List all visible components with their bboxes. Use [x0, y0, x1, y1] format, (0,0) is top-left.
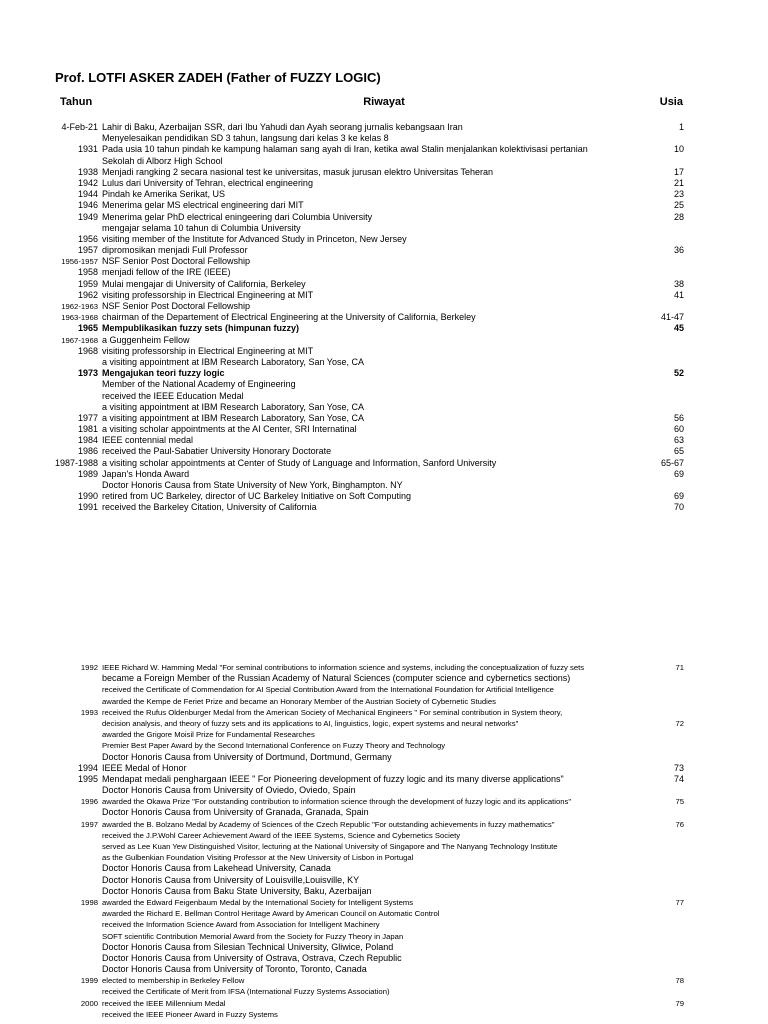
row-year: 1957	[77, 245, 98, 256]
timeline-row	[0, 212, 768, 223]
row-year: 1991	[77, 502, 98, 513]
row-text: Member of the National Academy of Engineering	[102, 379, 296, 390]
timeline-row	[0, 863, 768, 874]
row-text: received the Paul-Sabatier University Honorary Doctorate	[102, 446, 332, 457]
row-text: received the Barkeley Citation, University of California	[102, 502, 317, 513]
timeline-row	[0, 312, 768, 323]
row-year: 2000	[80, 998, 98, 1008]
row-text: received the Information Science Award from Association for Intelligent Machinery	[102, 920, 380, 930]
timeline-row	[0, 752, 768, 763]
row-year: 1944	[77, 189, 98, 200]
row-text: a Guggenheim Fellow	[102, 334, 190, 345]
row-age: 74	[673, 773, 684, 784]
timeline-row	[0, 379, 768, 390]
timeline-row	[0, 178, 768, 189]
row-year: 1949	[77, 211, 98, 222]
row-text: Menerima gelar PhD electrical eningeering dari Columbia University	[102, 211, 373, 222]
row-text: Mengajukan teori fuzzy logic	[102, 368, 225, 379]
row-text: awarded the Edward Feigenbaum Medal by the International Society for Intelligent Systems	[102, 897, 414, 907]
row-text: received the Rufus Oldenburger Medal from the American Society of Mechanical Engineers " For seminal contribution in System theory,	[102, 707, 563, 717]
timeline-row	[0, 908, 768, 919]
timeline-row	[0, 156, 768, 167]
row-age: 56	[673, 412, 684, 423]
timeline-row	[0, 267, 768, 278]
row-text: Lulus dari University of Tehran, electrical engineering	[102, 177, 313, 188]
row-text: a visiting appointment at IBM Research Laboratory, San Yose, CA	[102, 412, 364, 423]
row-age: 65-67	[660, 457, 684, 468]
row-year: 1942	[77, 177, 98, 188]
row-text: Menjadi rangking 2 secara nasional test ke universitas, masuk jurusan elektro Universitas Teheran	[102, 166, 494, 177]
row-text: became a Foreign Member of the Russian Academy of Natural Sciences (computer science and cybernetics sections)	[102, 673, 571, 684]
row-age: 38	[673, 278, 684, 289]
row-text: received the IEEE Education Medal	[102, 390, 244, 401]
row-text: Doctor Honoris Causa from Silesian Technical University, Gliwice, Poland	[102, 941, 394, 952]
row-text: visiting member of the Institute for Advanced Study in Princeton, New Jersey	[102, 233, 407, 244]
row-age: 1	[678, 122, 684, 132]
row-text: NSF Senior Post Doctoral Fellowship	[102, 256, 251, 267]
row-age: 76	[675, 819, 684, 829]
timeline-row	[0, 796, 768, 807]
timeline-row	[0, 234, 768, 245]
timeline-section-2	[0, 662, 768, 1020]
timeline-row	[0, 931, 768, 942]
row-age: 17	[673, 166, 684, 177]
timeline-row	[0, 290, 768, 301]
row-age: 63	[673, 435, 684, 446]
row-age: 21	[673, 177, 684, 188]
row-age: 70	[673, 502, 684, 513]
timeline-row	[0, 841, 768, 852]
row-text: Mulai mengajar di University of California, Berkeley	[102, 278, 306, 289]
timeline-row	[0, 413, 768, 424]
row-text: Doctor Honoris Causa from University of Louisville,Louisville, KY	[102, 874, 360, 885]
timeline-row	[0, 480, 768, 491]
row-year: 1984	[77, 435, 98, 446]
row-text: Doctor Honoris Causa from Lakehead University, Canada	[102, 863, 331, 874]
row-text: dipromosikan menjadi Full Professor	[102, 245, 248, 256]
row-text: received the IEEE Pioneer Award in Fuzzy Systems	[102, 1009, 278, 1019]
timeline-row	[0, 223, 768, 234]
timeline-row	[0, 200, 768, 211]
row-year: 1999	[80, 976, 98, 986]
row-text: Doctor Honoris Causa from University of Dortmund, Dortmund, Germany	[102, 751, 392, 762]
row-text: received the Certificate of Merit from IFSA (International Fuzzy Systems Association)	[102, 987, 390, 997]
row-text: a visiting appointment at IBM Research Laboratory, San Yose, CA	[102, 401, 364, 412]
timeline-row	[0, 323, 768, 334]
row-age: 45	[673, 323, 684, 334]
timeline-row	[0, 785, 768, 796]
row-year: 1946	[77, 200, 98, 211]
timeline-row	[0, 819, 768, 830]
timeline-row	[0, 301, 768, 312]
row-age: 72	[675, 718, 684, 728]
timeline-row	[0, 424, 768, 435]
row-text: visiting professorship in Electrical Engineering at MIT	[102, 345, 314, 356]
timeline-row	[0, 245, 768, 256]
timeline-row	[0, 167, 768, 178]
timeline-row	[0, 122, 768, 133]
row-year: 1968	[77, 345, 98, 356]
row-year: 1989	[77, 468, 98, 479]
timeline-row	[0, 469, 768, 480]
row-year: 1967-1968	[61, 335, 98, 345]
row-year: 1956	[77, 233, 98, 244]
row-age: 25	[673, 200, 684, 211]
row-text: Premier Best Paper Award by the Second International Conference on Fuzzy Theory and Technology	[102, 741, 446, 751]
timeline-row	[0, 886, 768, 897]
header-year: Tahun	[60, 96, 93, 108]
row-year: 1962	[77, 289, 98, 300]
row-text: as the Gulbenkian Foundation Visiting Professor at the New University of Lisbon in Portugal	[102, 853, 414, 863]
row-text: Doctor Honoris Causa from University of Oviedo, Oviedo, Spain	[102, 785, 356, 796]
timeline-row	[0, 740, 768, 751]
row-text: awarded the Richard E. Bellman Control Heritage Award by American Council on Automatic Control	[102, 909, 440, 919]
timeline-row	[0, 662, 768, 673]
row-year: 1965	[77, 323, 98, 334]
row-age: 52	[673, 368, 684, 379]
row-text: mengajar selama 10 tahun di Columbia University	[102, 222, 301, 233]
timeline-row	[0, 875, 768, 886]
row-age: 75	[675, 797, 684, 807]
row-text: received the Certificate of Commendation for AI Special Contribution Award from the International Foundation for Artificial Intelligence	[102, 685, 554, 695]
row-age: 23	[673, 189, 684, 200]
row-text: Doctor Honoris Causa from Baku State University, Baku, Azerbaijan	[102, 885, 372, 896]
timeline-row	[0, 830, 768, 841]
row-age: 73	[673, 762, 684, 773]
row-age: 36	[673, 245, 684, 256]
timeline-row	[0, 346, 768, 357]
timeline-row	[0, 402, 768, 413]
row-text: Doctor Honoris Causa from University of Toronto, Toronto, Canada	[102, 964, 367, 975]
row-text: retired from UC Barkeley, director of UC Barkeley Initiative on Soft Computing	[102, 491, 411, 502]
row-year: 1987-1988	[54, 457, 98, 468]
row-year: 1995	[77, 773, 98, 784]
row-text: Sekolah di Alborz High School	[102, 155, 223, 166]
row-text: menjadi fellow of the IRE (IEEE)	[102, 267, 231, 278]
timeline-row	[0, 852, 768, 863]
row-year: 1958	[77, 267, 98, 278]
row-text: awarded the B. Bolzano Medal by Academy of Sciences of the Czech Republic "For outstanding achievements in fuzzy mathematics"	[102, 819, 555, 829]
row-text: received the IEEE Millennium Medal	[102, 998, 226, 1008]
row-year: 1956-1957	[61, 257, 98, 267]
row-age: 69	[673, 468, 684, 479]
row-year: 1959	[77, 278, 98, 289]
row-year: 1994	[77, 762, 98, 773]
row-text: Doctor Honoris Causa from University of Ostrava, Ostrava, Czech Republic	[102, 952, 402, 963]
row-text: SOFT scientific Contribution Memorial Award from the Society for Fuzzy Theory in Japan	[102, 931, 404, 941]
row-text: visiting professorship in Electrical Engineering at MIT	[102, 289, 314, 300]
row-text: Pada usia 10 tahun pindah ke kampung halaman sang ayah di Iran, ketika awal Stalin menjalankan kolektivisasi pertanian	[102, 144, 588, 155]
timeline-row	[0, 998, 768, 1009]
timeline-row	[0, 335, 768, 346]
timeline-row	[0, 673, 768, 684]
timeline-section-1	[0, 122, 768, 514]
timeline-row	[0, 368, 768, 379]
timeline-row	[0, 919, 768, 930]
timeline-row	[0, 953, 768, 964]
header-history: Riwayat	[363, 96, 405, 108]
row-age: 77	[675, 897, 684, 907]
row-year: 1986	[77, 446, 98, 457]
row-year: 1977	[77, 412, 98, 423]
timeline-row	[0, 897, 768, 908]
timeline-row	[0, 446, 768, 457]
timeline-row	[0, 189, 768, 200]
timeline-row	[0, 696, 768, 707]
row-age: 78	[675, 976, 684, 986]
row-text: Mempublikasikan fuzzy sets (himpunan fuzzy)	[102, 323, 300, 334]
row-year: 1990	[77, 491, 98, 502]
row-text: awarded the Okawa Prize "For outstanding contribution to information science through the development of fuzzy logic and its applications"	[102, 797, 572, 807]
timeline-row	[0, 458, 768, 469]
row-text: Doctor Honoris Causa from University of Granada, Granada, Spain	[102, 807, 369, 818]
page-title: Prof. LOTFI ASKER ZADEH (Father of FUZZY LOGIC)	[55, 70, 381, 85]
row-text: Menerima gelar MS electrical engineering dari MIT	[102, 200, 304, 211]
timeline-row	[0, 986, 768, 997]
row-age: 71	[675, 663, 684, 672]
row-age: 10	[673, 144, 684, 155]
row-text: chairman of the Departement of Electrical Engineering at the University of California, Berkeley	[102, 312, 476, 323]
row-text: a visiting scholar appointments at Center of Study of Language and Information, Sanford University	[102, 457, 497, 468]
row-age: 60	[673, 424, 684, 435]
timeline-row	[0, 502, 768, 513]
row-year: 1973	[77, 368, 98, 379]
timeline-row	[0, 707, 768, 718]
timeline-row	[0, 964, 768, 975]
timeline-row	[0, 357, 768, 368]
timeline-row	[0, 256, 768, 267]
row-year: 1981	[77, 424, 98, 435]
row-text: Doctor Honoris Causa from State University of New York, Binghampton. NY	[102, 480, 403, 490]
row-age: 41-47	[660, 312, 684, 323]
row-year: 1993	[80, 707, 98, 717]
row-text: awarded the Grigore Moisil Prize for Fundamental Researches	[102, 730, 315, 740]
timeline-row	[0, 729, 768, 740]
header-age: Usia	[659, 96, 683, 108]
row-age: 65	[673, 446, 684, 457]
row-age: 69	[673, 491, 684, 502]
timeline-row	[0, 491, 768, 502]
row-text: Mendapat medali penghargaan IEEE " For Pioneering development of fuzzy logic and its many diverse applications"	[102, 773, 564, 784]
row-text: IEEE contennial medal	[102, 435, 194, 446]
timeline-row	[0, 684, 768, 695]
timeline-row	[0, 718, 768, 729]
row-text: a visiting appointment at IBM Research Laboratory, San Yose, CA	[102, 356, 364, 367]
timeline-row	[0, 391, 768, 402]
row-text: elected to membership in Berkeley Fellow	[102, 976, 245, 986]
row-year: 1938	[77, 166, 98, 177]
row-age: 41	[673, 289, 684, 300]
timeline-row	[0, 975, 768, 986]
row-year: 1997	[80, 819, 98, 829]
timeline-row	[0, 133, 768, 144]
row-year: 1931	[77, 144, 98, 155]
row-text: Pindah ke Amerika Serikat, US	[102, 189, 226, 200]
row-year: 1962-1963	[61, 302, 98, 311]
row-text: IEEE Richard W. Hamming Medal "For seminal contributions to information science and systems, including the conceptualization of fuzzy sets	[102, 663, 585, 672]
row-text: Lahir di Baku, Azerbaijan SSR, dari Ibu Yahudi dan Ayah seorang jurnalis kebangsaan Iran	[102, 122, 463, 132]
row-year: 1996	[80, 797, 98, 807]
row-age: 28	[673, 211, 684, 222]
row-year: 1998	[80, 897, 98, 907]
row-year: 1992	[80, 663, 98, 672]
row-text: served as Lee Kuan Yew Distinguished Visitor, lecturing at the National University of Singapore and The Nanyang Technology Institute	[102, 842, 558, 851]
row-text: Japan's Honda Award	[102, 468, 190, 479]
timeline-row	[0, 279, 768, 290]
row-text: IEEE Medal of Honor	[102, 762, 187, 773]
row-text: a visiting scholar appointments at the AI Center, SRI Internatinal	[102, 424, 357, 435]
timeline-row	[0, 144, 768, 155]
row-year: 1963-1968	[61, 313, 98, 323]
row-age: 79	[675, 998, 684, 1008]
row-year: 4-Feb-21	[61, 122, 98, 132]
row-text: received the J.P.Wohl Career Achievement Award of the IEEE Systems, Science and Cybernetics Society	[102, 830, 461, 840]
timeline-row	[0, 763, 768, 774]
row-text: Menyelesaikan pendidikan SD 3 tahun, langsung dari kelas 3 ke kelas 8	[102, 133, 389, 144]
timeline-row	[0, 435, 768, 446]
timeline-row	[0, 774, 768, 785]
row-text: decision analysis, and theory of fuzzy sets and its applications to AI, linguistics, logic, expert systems and neural networks"	[102, 718, 519, 728]
timeline-row	[0, 942, 768, 953]
timeline-row	[0, 1009, 768, 1020]
row-text: awarded the Kempe de Feriet Prize and became an Honorary Member of the Austrian Society of Cybernetic Studies	[102, 696, 496, 706]
timeline-row	[0, 807, 768, 818]
row-text: NSF Senior Post Doctoral Fellowship	[102, 301, 251, 311]
